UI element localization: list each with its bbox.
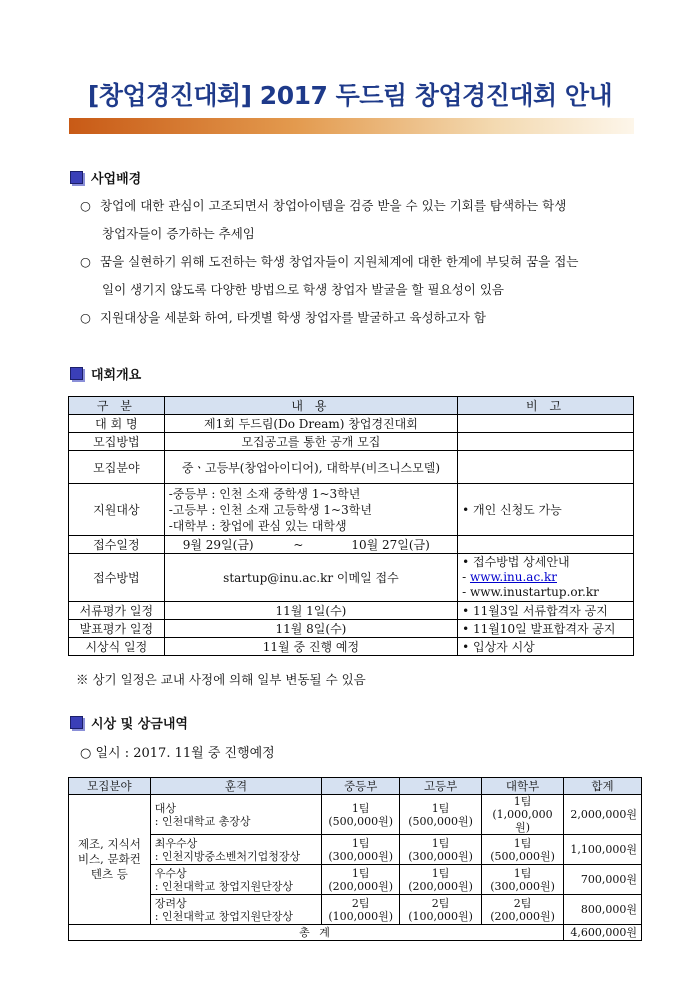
column-header: 대학부 xyxy=(482,778,564,795)
column-header: 고등부 xyxy=(400,778,482,795)
awards-table xyxy=(68,777,642,941)
title-underline-bar xyxy=(69,118,634,134)
section-heading-awards xyxy=(70,713,188,732)
footnote: ※ 상기 일정은 교내 사정에 의해 일부 변동될 수 있음 xyxy=(76,672,366,687)
section-title: 시상 및 상금내역 xyxy=(91,717,188,732)
table-row: 서류평가 일정 11월 1일(수) • 11월3일 서류합격자 공지 xyxy=(69,602,634,620)
section-title: 사업배경 xyxy=(91,172,142,187)
column-header: 중등부 xyxy=(322,778,400,795)
square-bullet-icon xyxy=(70,716,83,729)
table-row: 우수상 : 인천대학교 창업지원단장상 1팀 (200,000원) 1팀 (200,000원) 1팀 (300,000원) 700,000원 xyxy=(69,865,642,895)
table-row: 지원대상 -중등부 : 인천 소재 중학생 1~3학년 -고등부 : 인천 소재 고등학생 1~3학년 -대학부 : 창업에 관심 있는 대학생 • 개인 신청도 가능 xyxy=(69,484,634,536)
page-title: [창업경진대회] 2017 두드림 창업경진대회 안내 xyxy=(87,81,613,110)
award-schedule: ○ 일시 : 2017. 11월 중 진행예정 xyxy=(80,746,275,761)
table-row: 접수일정 9월 29일(금) ~ 10월 27일(금) xyxy=(69,536,634,554)
column-header: 합계 xyxy=(564,778,642,795)
section-title: 대회개요 xyxy=(91,368,142,383)
table-row: 모집분야 중ㆍ고등부(창업아이디어), 대학부(비즈니스모델) xyxy=(69,451,634,484)
background-paragraph-1: ○ 창업에 대한 관심이 고조되면서 창업아이템을 검증 받을 수 있는 기회를 탐색하는 학생 창업자들이 증가하는 추세임 xyxy=(80,198,567,241)
column-header: 구 분 xyxy=(69,397,165,415)
table-row: 최우수상 : 인천지방중소벤처기업청장상 1팀 (300,000원) 1팀 (300,000원) 1팀 (500,000원) 1,100,000원 xyxy=(69,835,642,865)
section-heading-overview xyxy=(70,364,141,383)
column-header: 내 용 xyxy=(164,397,457,415)
column-header: 훈격 xyxy=(150,778,321,795)
section-heading-background xyxy=(70,168,141,187)
background-paragraph-2: ○ 꿈을 실현하기 위해 도전하는 학생 창업자들이 지원체계에 대한 한계에 부딪혀 꿈을 접는 일이 생기지 않도록 다양한 방법으로 학생 창업자 발굴을 할 필요성이 있음 xyxy=(80,254,579,297)
overview-table xyxy=(68,396,634,656)
inu-link[interactable]: www.inu.ac.kr xyxy=(469,570,557,584)
table-row: 장려상 : 인천대학교 창업지원단장상 2팀 (100,000원) 2팀 (100,000원) 2팀 (200,000원) 800,000원 xyxy=(69,895,642,925)
square-bullet-icon xyxy=(70,367,83,380)
background-paragraph-3: ○ 지원대상을 세분화 하여, 타겟별 학생 창업자를 발굴하고 육성하고자 함 xyxy=(80,310,486,325)
table-row: 접수방법 startup@inu.ac.kr 이메일 접수 • 접수방법 상세안내 - www.inu.ac.kr - www.inustartup.or.kr xyxy=(69,554,634,602)
table-row: 발표평가 일정 11월 8일(수) • 11월10일 발표합격자 공지 xyxy=(69,620,634,638)
square-bullet-icon xyxy=(70,171,83,184)
table-row: 제조, 지식서비스, 문화컨텐츠 등 대상 : 인천대학교 총장상 1팀 (500,000원) 1팀 (500,000원) 1팀 (1,000,000원) 2,000,000원 xyxy=(69,795,642,835)
total-row: 총 계 4,600,000원 xyxy=(69,925,642,941)
table-row: 대 회 명 제1회 두드림(Do Dream) 창업경진대회 xyxy=(69,415,634,433)
field-cell: 제조, 지식서비스, 문화컨텐츠 등 xyxy=(69,795,151,925)
column-header: 비 고 xyxy=(458,397,634,415)
table-row: 모집방법 모집공고를 통한 공개 모집 xyxy=(69,433,634,451)
column-header: 모집분야 xyxy=(69,778,151,795)
table-row: 시상식 일정 11월 중 진행 예정 • 입상자 시상 xyxy=(69,638,634,656)
